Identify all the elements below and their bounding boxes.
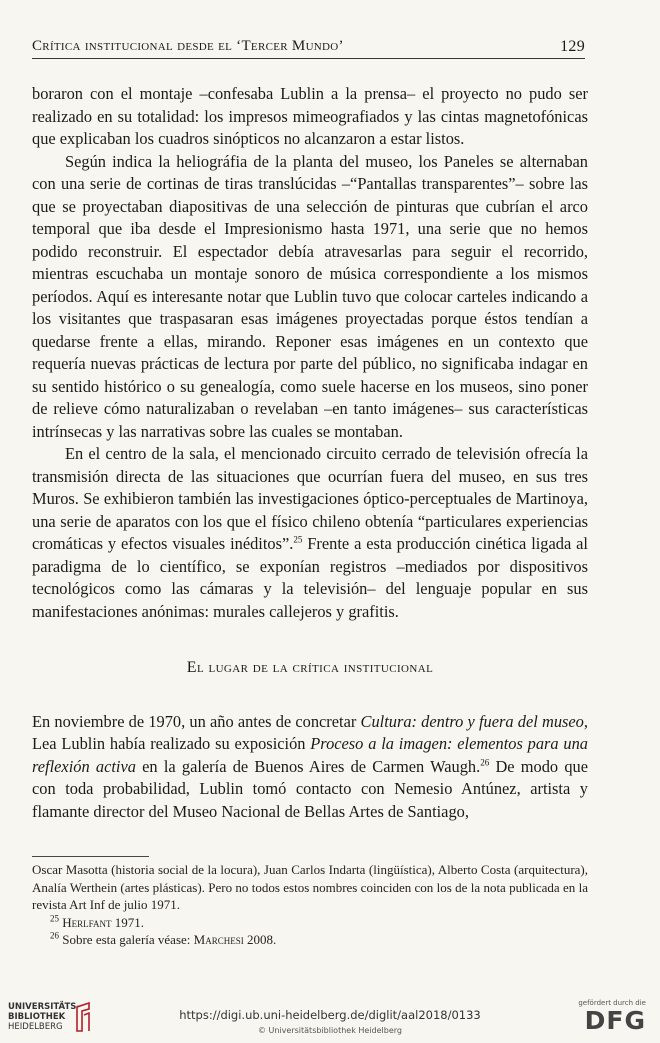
paragraph-text: En noviembre de 1970, un año antes de concretar xyxy=(32,711,361,731)
footnote xyxy=(32,931,588,949)
footnote xyxy=(32,914,588,932)
library-name-line: HEIDELBERG xyxy=(8,1022,63,1032)
source-url-link[interactable]: https://digi.ub.uni-heidelberg.de/diglit/aal2018/0133 xyxy=(179,1008,481,1022)
work-title: Proceso a la imagen: elementos para una reflexión activa xyxy=(32,734,588,776)
footnote-text: Sobre esta galería véase: xyxy=(62,932,194,947)
dfg-logo-text: DFG xyxy=(584,1006,646,1035)
paragraph xyxy=(32,443,588,623)
footnote-author: Herlfant xyxy=(62,914,112,930)
paragraph-text: De modo que con toda probabilidad, Lublin tomó contacto con Nemesio Antúnez, artista y flamante director del Museo Nacional de Bellas Artes de Santiago, xyxy=(32,756,588,821)
footnote-rule xyxy=(32,856,149,857)
section-heading: El lugar de la crítica institucional xyxy=(186,659,434,676)
footnote-text: 2008. xyxy=(243,932,277,947)
paragraph-text: , Lea Lublin había realizado su exposición xyxy=(32,711,588,753)
digitization-footer xyxy=(0,995,660,1043)
copyright-notice: © Universitätsbibliothek Heidelberg xyxy=(257,1026,402,1035)
page-number: 129 xyxy=(560,38,585,55)
footnote-ref[interactable]: 25 xyxy=(293,534,303,545)
running-header xyxy=(32,38,585,59)
footnote-number: 25 xyxy=(50,913,59,924)
funder-note: gefördert durch die xyxy=(578,999,646,1007)
work-title: Cultura: dentro y fuera del museo xyxy=(360,711,584,731)
library-name-line: UNIVERSITÄTS- xyxy=(8,1002,80,1012)
footnote-number: 26 xyxy=(50,930,59,941)
paragraph-text: Frente a esta producción cinética ligada al paradigma de lo científico, se exponían registros –mediados por dispositivos tecnológicos como las cámaras y la televisión– del lenguaje popular en sus manifestaciones anónimas: murales callejeros y grafitis. xyxy=(32,534,588,621)
library-name-line: BIBLIOTHEK xyxy=(8,1012,66,1022)
body-text xyxy=(32,83,588,823)
paragraph: boraron con el montaje –confesaba Lublin a la prensa– el proyecto no pudo ser realizado en su totalidad: los impresos mimeografiados y las cintas magnetofónicas que explicaban los cuadros sinópticos no alcanzaron a estar listos. xyxy=(32,84,588,148)
paragraph xyxy=(32,711,588,824)
paragraph: Según indica la heliográfia de la planta del museo, los Paneles se alternaban con una serie de cortinas de tiras translúcidas –“Pantallas transparentes”– sobre las que se proyectaban diapositivas de una selección de pinturas que cubrían el arco temporal que iba desde el Impresionismo hasta 1971, una serie que no hemos podido reconstruir. El espectador debía atravesarlas para seguir el recorrido, mientras escuchaba un montaje sonoro de música correspondiente a los mismos períodos. Aquí es interesante notar que Lublin tuvo que colocar carteles indicando a los visitantes que traspasaran esas imágenes proyectadas porque éstos tendían a quedarse frente a ellas, mirando. Reponer esas imágenes en un contexto que requería nuevas prácticas de lectura por parte del público, no significaba indagar en su sentido histórico o su genealogía, como suele hacerse en los museos, sino poner de relieve cómo naturalizaban o revelaban –en tanto imágenes– sus características intrínsecas y las narrativas sobre las cuales se montaban. xyxy=(32,151,588,441)
running-title: Crítica institucional desde el ‘Tercer Mundo’ xyxy=(32,38,344,54)
paragraph-text: En el centro de la sala, el mencionado circuito cerrado de televisión ofrecía la transmisión directa de las situaciones que ocurrían fuera del museo, en sus tres Muros. Se exhibieron también las investigaciones óptico-perceptuales de Martinoya, una serie de aparatos con los que el físico chileno obtenía “particulares experiencias cromáticas y efectos visuales inéditos”. xyxy=(32,444,588,553)
footnote-continuation: Oscar Masotta (historia social de la locura), Juan Carlos Indarta (lingüística), Alberto Costa (arquitectura), Analía Werthein (artes plásticas). Pero no todos estos nombres coinciden con los de la nota publicada en la revista Art Inf de julio 1971. xyxy=(32,862,588,912)
footnote-author: Marchesi xyxy=(193,932,244,947)
footnote-ref[interactable]: 26 xyxy=(480,757,490,768)
funder-logo[interactable] xyxy=(576,999,646,1035)
footnotes xyxy=(32,856,588,949)
paragraph-text: en la galería de Buenos Aires de Carmen Waugh. xyxy=(135,756,481,776)
footnote-text: 1971. xyxy=(111,914,144,930)
